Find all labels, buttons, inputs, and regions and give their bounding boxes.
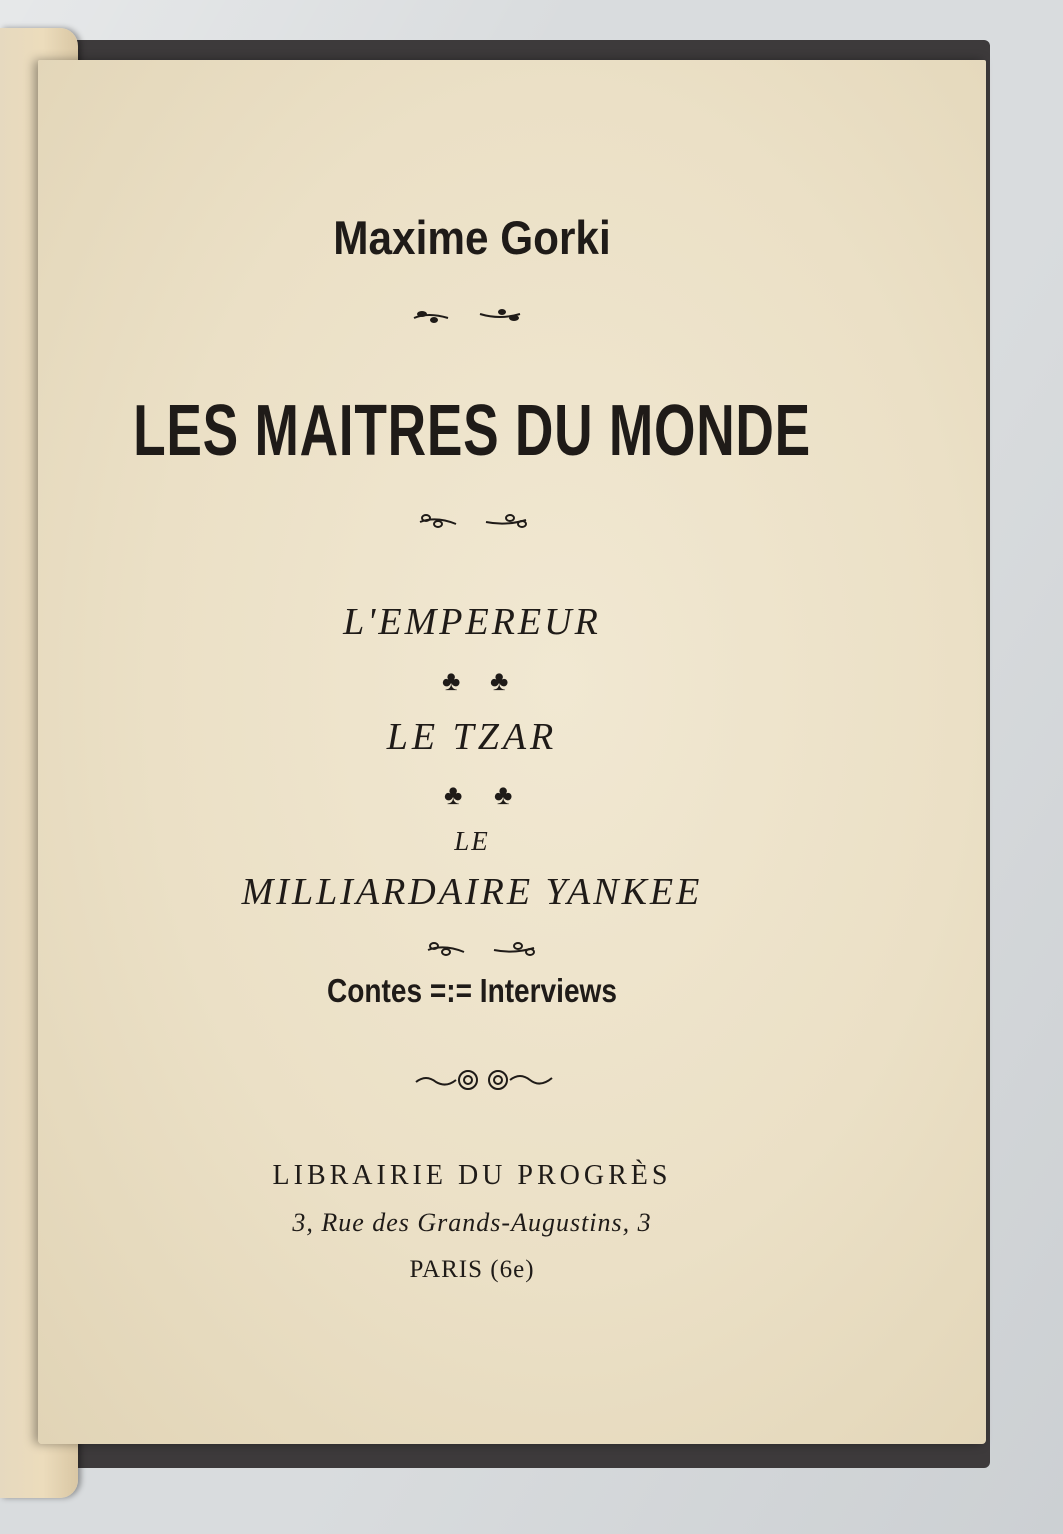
book-title: LES MAITRES DU MONDE bbox=[133, 391, 811, 471]
title-page bbox=[38, 60, 986, 1444]
leaf-sprig-icon bbox=[422, 938, 542, 962]
section-yankee-prefix: LE bbox=[454, 826, 490, 856]
section-yankee: MILLIARDAIRE YANKEE bbox=[241, 871, 703, 913]
author-name: Maxime Gorki bbox=[333, 211, 611, 264]
club-icon: ♣ bbox=[494, 780, 513, 811]
club-icon: ♣ bbox=[442, 666, 461, 697]
publisher-name: LIBRAIRIE DU PROGRÈS bbox=[272, 1160, 672, 1191]
publisher-city: PARIS (6e) bbox=[409, 1256, 535, 1283]
section-emperor: L'EMPEREUR bbox=[343, 601, 601, 643]
scroll-flourish-icon bbox=[412, 1066, 556, 1094]
leaf-sprig-icon bbox=[408, 304, 528, 328]
genre-line: Contes =:= Interviews bbox=[327, 972, 617, 1009]
club-icon: ♣ bbox=[444, 780, 463, 811]
section-tzar: LE TZAR bbox=[386, 716, 558, 758]
club-icon: ♣ bbox=[490, 666, 509, 697]
leaf-sprig-icon bbox=[414, 510, 534, 534]
publisher-address: 3, Rue des Grands-Augustins, 3 bbox=[292, 1208, 652, 1237]
